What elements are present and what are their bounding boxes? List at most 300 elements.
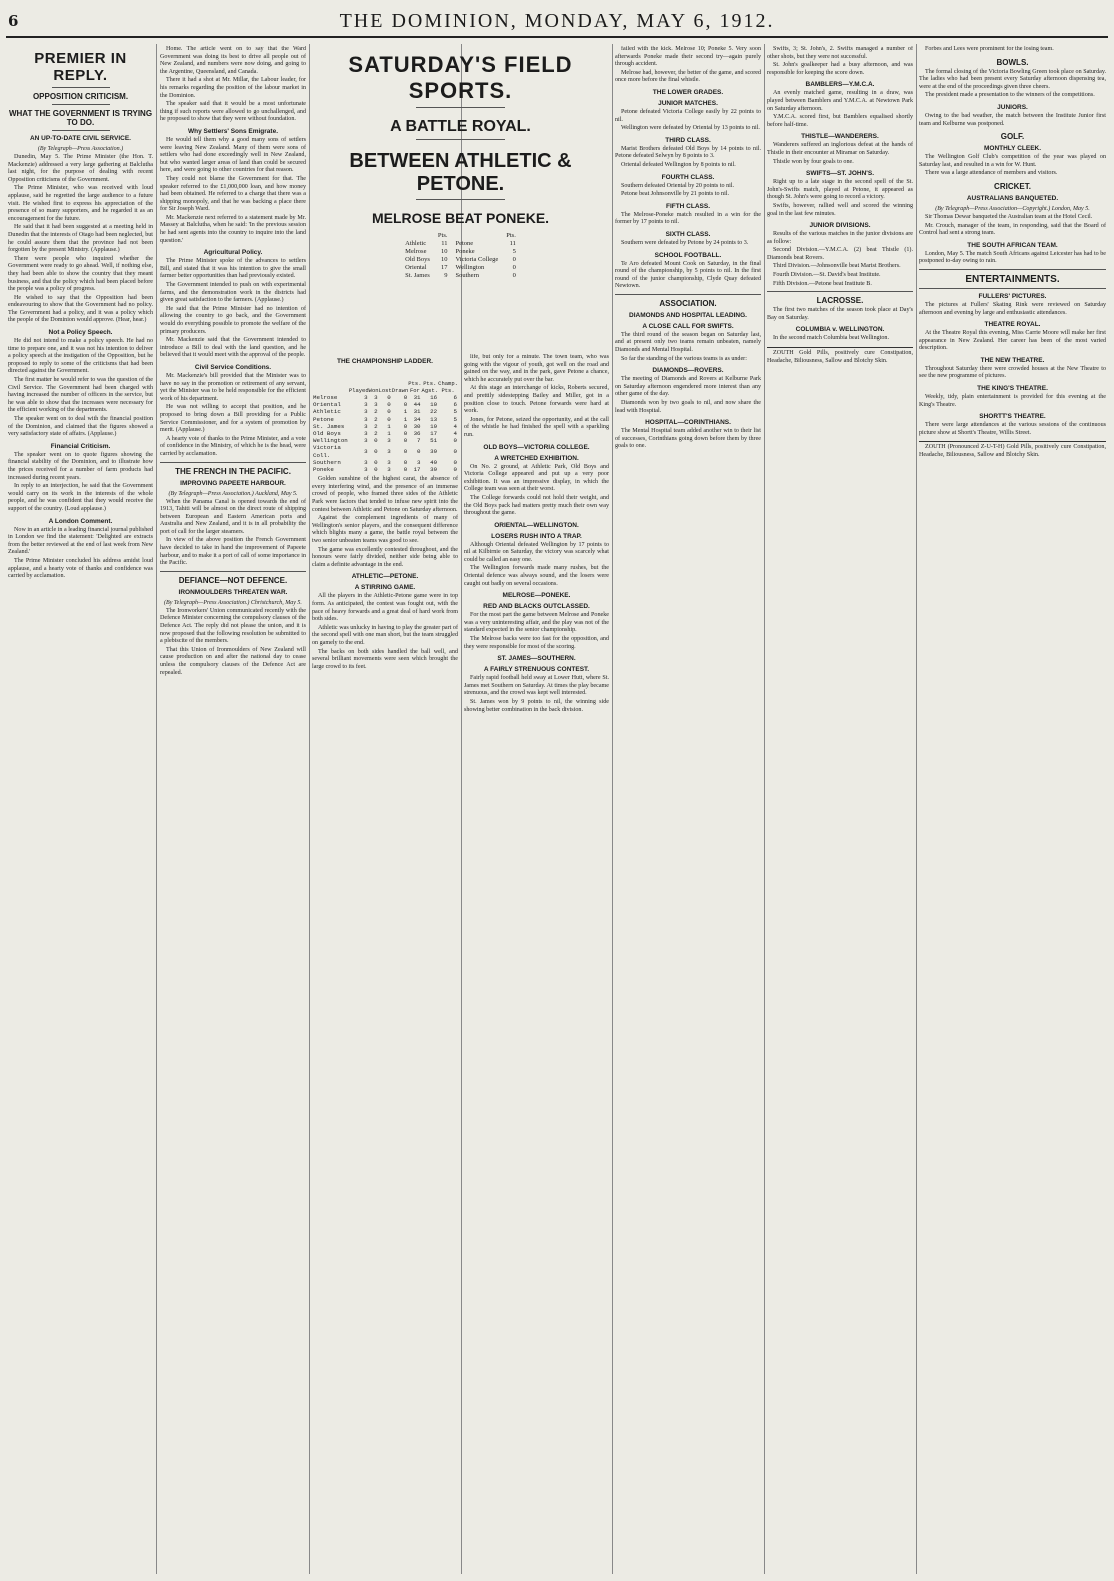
- ladder-cell: 3: [387, 458, 391, 466]
- paragraph: Now in an article in a leading financial journal published in London we find the statement: 'Delighted are extracts from the better reviewed at the end of last week from New Zealand.': [8, 526, 153, 556]
- results-row: [401, 256, 520, 264]
- paragraph: Owing to the bad weather, the match between the Institute Junior first team and Kelburne was postponed.: [919, 112, 1106, 127]
- paragraph: There it had a shot at Mr. Millar, the Labour leader, for his remarks regarding the position of the labour market in the Dominion.: [160, 77, 306, 99]
- results-header-row: [401, 232, 520, 240]
- ladder-cell: 0: [403, 437, 408, 445]
- paragraph: Petone defeated Victoria College easily by 22 points to nil.: [615, 108, 761, 123]
- section-headline: ENTERTAINMENTS.: [965, 273, 1060, 285]
- paragraph: The Government intended to push on with experimental farms, and the demonstration work in the districts had given great satisfaction to the farmers. (Applause.): [160, 282, 306, 304]
- section-subhead: LOSERS RUSH INTO A TRAP.: [491, 532, 582, 540]
- paragraph: He said that the Prime Minister had no intention of allowing the country to go back, and the Government would do everything possible to promote the welfare of the primary producers.: [160, 305, 306, 335]
- ladder-cell: 3: [364, 458, 368, 466]
- paragraph: Against the complement ingredients of many of Wellington's senior players, and the consequent difference which blights many a game, the battle royal between the two senior unbeaten teams was good to see.: [312, 515, 458, 544]
- paragraph: A hearty vote of thanks to the Prime Minister, and a vote of confidence in the Ministry, of which he is the head, were carried by acclamation.: [160, 435, 306, 457]
- section-subhead: Agricultural Policy.: [203, 249, 263, 257]
- byline: (By Telegraph—Press Association.) Auckland, May 5.: [168, 490, 298, 497]
- paragraph: Fairly rapid football held sway at Lower Hutt, where St. James met Southern on Saturday. At times the play became strenuous, and the crowd was kept well interested.: [464, 675, 609, 697]
- ladder-cell: 4: [453, 422, 457, 430]
- ladder-row: [312, 437, 458, 444]
- section-subhead: SHORTT'S THEATRE.: [979, 413, 1046, 421]
- ladder-cell: 1: [387, 430, 391, 438]
- section-headline: ATHLETIC—PETONE.: [351, 573, 419, 581]
- column-rule: [916, 44, 917, 1574]
- results-cell: St. James: [405, 272, 430, 279]
- ladder-cell: 6: [453, 401, 457, 409]
- section-subhead: MONTHLY CLEEK.: [983, 145, 1042, 153]
- section-headline: THIRD CLASS.: [665, 136, 711, 144]
- ladder-team: Wellington: [313, 437, 348, 445]
- paragraph: The Prime Minister concluded his address amidst loud applause, and a hearty vote of thanks and confidence was carried by acclamation.: [8, 557, 153, 580]
- sports-subhead: BETWEEN ATHLETIC & PETONE.: [349, 150, 572, 195]
- ladder-cell: 0: [387, 394, 391, 401]
- section-subhead: THE SOUTH AFRICAN TEAM.: [967, 241, 1058, 249]
- ladder-team: Melrose: [313, 394, 338, 401]
- results-cell: Poneke: [455, 248, 475, 255]
- ladder-cell: 1: [403, 415, 408, 423]
- advertisement: [919, 441, 1106, 459]
- paragraph: In reply to an interjection, he said that the Government would carry on its work in the interests of the whole people, and he was confident that they would receive the support of the country. (Loud applause.): [8, 483, 153, 512]
- results-cell: Southern: [455, 272, 479, 279]
- ladder-cell: 6: [453, 394, 457, 401]
- section-headline: DIAMONDS—ROVERS.: [652, 367, 724, 375]
- ladder-cell: 3: [364, 415, 368, 423]
- ladder-cell: 36: [413, 430, 421, 438]
- paragraph: failed with the kick. Melrose 10; Poneke 5. Very soon afterwards Poneke made their second try—again purely through accident.: [615, 46, 761, 68]
- paragraph: Marist Brothers defeated Old Boys by 14 points to nil. Petone defeated Selwyn by 8 points to 3.: [615, 145, 761, 160]
- sports-subhead: MELROSE BEAT PONEKE.: [371, 210, 550, 226]
- paragraph: Southern were defeated by Petone by 24 points to 3.: [621, 239, 749, 246]
- paragraph: Swifts, however, rallied well and scored the winning goal in the last few minutes.: [767, 202, 913, 217]
- ladder-cell: 0: [453, 437, 457, 445]
- byline: (By Telegraph—Press Association.) Christchurch, May 5.: [164, 599, 302, 606]
- article-subhead: IRONMOULDERS THREATEN WAR.: [178, 588, 288, 596]
- paragraph: He said that it had been suggested at a meeting held in Dunedin that the interests of Otago had been neglected, but he could assure them that the province had not been forgotten by the present Ministry. (Applause.): [8, 224, 153, 254]
- paragraph: On No. 2 ground, at Athletic Park, Old Boys and Victoria College appeared and put up a very poor exhibition. It was an impressive display, in which the College team was seen at their worst.: [464, 463, 609, 493]
- ladder-row: [312, 423, 458, 430]
- ladder-cell: 3: [364, 430, 368, 438]
- ladder-header-cell: Played: [348, 387, 369, 394]
- results-cell: 9: [444, 272, 448, 279]
- section-subhead: THEATRE ROYAL.: [984, 321, 1041, 329]
- paragraph: Forbes and Lees were prominent for the losing team.: [925, 46, 1054, 52]
- ladder-cell: 2: [374, 422, 378, 430]
- section-headline: SCHOOL FOOTBALL.: [654, 251, 722, 259]
- results-row: [401, 264, 520, 272]
- paragraph: Mr. Mackenzie next referred to a statement made by Mr. Massey at Balclutha, when he said: 'In the previous session he had sent agents into the country to inquire into the land question.': [160, 214, 306, 244]
- section-headline: THE LOWER GRADES.: [652, 88, 724, 96]
- paragraph: Melrose had, however, the better of the game, and scored once more before the final whistle.: [615, 69, 761, 84]
- ladder-cell: 0: [403, 448, 408, 456]
- paragraph: They could not blame the Government for that. The speaker referred to the £1,000,000 loan, and how money had been obtained. He referred to a charge that there was a shipping monopoly, and that he was backing a place there for Sir Joseph Ward.: [160, 175, 306, 213]
- ladder-cell: 0: [374, 437, 378, 445]
- paragraph: Wanderers suffered an inglorious defeat at the hands of Thistle in their encounter at Miramar on Saturday.: [767, 142, 913, 156]
- ladder-cell: 0: [403, 401, 408, 409]
- column-7: [919, 46, 1106, 1571]
- masthead: [6, 4, 1108, 38]
- paragraph: The first two matches of the season took place at Day's Bay on Saturday.: [767, 307, 913, 321]
- ladder-cell: 3: [364, 437, 368, 445]
- paragraph: Diamonds won by two goals to nil, and now share the lead with Hospital.: [615, 400, 761, 414]
- article-subhead: WHAT THE GOVERNMENT IS TRYING TO DO.: [8, 109, 153, 127]
- ladder-cell: 0: [403, 430, 408, 438]
- paragraph: The pictures at Fullers' Skating Rink were reviewed on Saturday afternoon and evening by large and enthusiastic attendances.: [919, 301, 1106, 316]
- paragraph: The speaker went on to quote figures showing the financial stability of the Dominion, and to illustrate how the prices received for a number of farm products had increased during recent years.: [8, 451, 153, 481]
- section-headline: SWIFTS—ST. JOHN'S.: [806, 170, 874, 178]
- ladder-cell: 1: [387, 422, 391, 430]
- newspaper-page: [6, 4, 1108, 1574]
- section-headline: GOLF.: [1000, 132, 1025, 142]
- paragraph: The speaker went on to deal with the financial position of the Dominion, and claimed that the figures showed a very satisfactory state of affairs. (Applause.): [8, 416, 153, 438]
- ladder-cell: 0: [403, 394, 408, 401]
- ladder-cell: 0: [374, 448, 378, 456]
- column-5: [615, 46, 761, 1571]
- paragraph: For the most part the game between Melrose and Poneke was a very uninteresting affair, and the play was not of the standard expected in the senior championship.: [464, 612, 609, 634]
- ladder-row: [312, 430, 458, 437]
- article-subhead: OPPOSITION CRITICISM.: [32, 92, 129, 101]
- ladder-header-cell: Won: [368, 387, 379, 394]
- paragraph: There was a large attendance of members and visitors.: [925, 170, 1058, 177]
- paragraph: The Melrose-Poneke match resulted in a win for the former by 17 points to nil.: [615, 211, 761, 226]
- section-subhead: Civil Service Conditions.: [194, 363, 272, 371]
- paragraph: The formal closing of the Victoria Bowling Green took place on Saturday. The ladies who had been present every Saturday afternoon dispensing tea, were at the end of the proceedings given three cheers.: [919, 68, 1106, 90]
- ladder-row: [312, 444, 458, 458]
- ladder-cell: 13: [430, 415, 438, 423]
- ladder-cell: 44: [413, 401, 421, 409]
- ladder-cell: 1: [403, 408, 408, 416]
- results-table: [401, 232, 520, 280]
- paragraph: Southern defeated Oriental by 20 points to nil.: [621, 182, 735, 189]
- ladder-cell: 0: [417, 448, 421, 456]
- paragraph: Fourth Division.—St. David's beat Institute.: [773, 272, 881, 279]
- paragraph: The speaker said that it would be a most unfortunate thing if such reports were allowed to go unchallenged, and he proposed to show that they were without foundation.: [160, 101, 306, 123]
- section-headline: SIXTH CLASS.: [665, 230, 711, 238]
- ad-text: ZOUTH (Pronounced Z-U-T-H) Gold Pills, positively cure Constipation, Headache, Biliousness, Sallow and Blotchy Skin.: [919, 444, 1106, 459]
- paragraph: In the second match Columbia beat Wellington.: [773, 335, 889, 342]
- results-cell: 11: [441, 240, 448, 247]
- ladder-row: [312, 408, 458, 415]
- article-headline: DEFIANCE—NOT DEFENCE.: [178, 575, 288, 585]
- ladder-cell: 2: [374, 430, 378, 438]
- ladder-cell: 31: [413, 408, 421, 416]
- paragraph: The president made a presentation to the winners of the competitions.: [925, 92, 1095, 99]
- section-subhead: RED AND BLACKS OUTCLASSED.: [483, 603, 590, 611]
- section-headline: THISTLE—WANDERERS.: [801, 133, 879, 141]
- ladder-cell: 2: [374, 415, 378, 423]
- ladder-header-cell: Drawn: [391, 387, 409, 394]
- ladder-cell: 5: [453, 415, 457, 423]
- paragraph: London, May 5. The match South Africans against Leicester has had to be postponed to-day owing to rain.: [919, 250, 1106, 265]
- results-cell: 0: [512, 272, 516, 279]
- section-subhead: Financial Criticism.: [50, 442, 111, 450]
- results-cell: 0: [512, 256, 516, 263]
- section-headline: BAMBLERS—Y.M.C.A.: [805, 81, 875, 89]
- section-subhead: THE KING'S THEATRE.: [977, 385, 1048, 393]
- section-subhead: THE NEW THEATRE.: [980, 356, 1045, 364]
- paragraph: The Prime Minister spoke of the advances to settlers Bill, and stated that it was his intention to give the small farmer better opportunities than had previously existed.: [160, 258, 306, 280]
- section-headline: ORIENTAL—WELLINGTON.: [494, 521, 579, 529]
- column-3: [312, 354, 458, 1571]
- column-6: [767, 46, 913, 1571]
- ad-text: ZOUTH Gold Pills, positively cure Constipation, Headache, Biliousness, Sallow and Blotchy Skin.: [767, 350, 913, 364]
- section-subhead: A WRETCHED EXHIBITION.: [494, 454, 579, 462]
- ladder-cell: 3: [387, 437, 391, 445]
- column-4: [464, 354, 609, 1571]
- ladder-cell: 49: [430, 458, 438, 466]
- results-row: [401, 240, 520, 248]
- paragraph: He would tell them why a good many sons of settlers were leaving New Zealand. Many of them were sons of settlers who had done exceedingly well in New Zealand, but who wanted larger areas of land than could be secured here, and were going to other countries for that reason.: [160, 136, 306, 174]
- paragraph: He wished to say that the Opposition had been endeavouring to show that the Government had no policy. The Government had a policy, and it was a policy which the people of the Dominion would approve. (Hear, hear.): [8, 294, 153, 324]
- paragraph: Mr. Mackenzie said that the Government intended to introduce a Bill to deal with the land question, and he believed that it would meet with the approval of the people.: [160, 337, 306, 359]
- results-cell: Athletic: [405, 240, 427, 247]
- section-subhead: FULLERS' PICTURES.: [978, 292, 1047, 300]
- ladder-cell: 3: [364, 401, 368, 409]
- paragraph: Right up to a late stage in the second spell of the St. John's-Swifts match, played at Petone, it appeared as though St. John's were going to record a victory.: [767, 179, 913, 201]
- ladder-cell: 2: [374, 408, 378, 416]
- ladder-cell: 0: [453, 458, 457, 466]
- ladder-cell: 34: [413, 415, 421, 423]
- ladder-cell: 3: [374, 394, 378, 401]
- ladder-cell: 3: [417, 458, 421, 466]
- article-headline: THE FRENCH IN THE PACIFIC.: [175, 466, 291, 476]
- paragraph: Results of the various matches in the junior divisions are as follow:: [767, 231, 913, 245]
- section-subhead: A London Comment.: [48, 517, 113, 525]
- paragraph: The Wellington forwards made many rushes, but the Oriental defence was always sound, and the losers were caught out badly on several occasions.: [464, 565, 609, 587]
- article-subhead: AN UP-TO-DATE CIVIL SERVICE.: [29, 135, 131, 142]
- paragraph: Swifts, 3; St. John's, 2. Swifts managed a number of other shots, but they were not successful.: [767, 46, 913, 60]
- paragraph: Sir Thomas Dewar banqueted the Australian team at the Hotel Cecil.: [925, 213, 1093, 220]
- section-subhead: A STIRRING GAME.: [354, 584, 416, 592]
- ladder-row: [312, 394, 458, 401]
- ladder-cell: 0: [403, 458, 408, 466]
- section-headline: FOURTH CLASS.: [661, 173, 715, 181]
- ladder-cell: 7: [417, 437, 421, 445]
- section-subhead: A FAIRLY STRENUOUS CONTEST.: [483, 666, 590, 674]
- ladder-cell: 19: [430, 422, 438, 430]
- paragraph: The third round of the season began on Saturday last, and at present only two teams remain unbeaten, namely Diamonds and Mental Hospital.: [615, 331, 761, 354]
- ladder-cell: 3: [387, 448, 391, 456]
- ladder-cell: 0: [374, 458, 378, 466]
- paragraph: Jones, for Petone, seized the opportunity, and at the call of the whistle he had finished the spell with a sparkling run.: [464, 416, 609, 438]
- section-headline: CRICKET.: [994, 181, 1031, 191]
- section-headline: LACROSSE.: [816, 296, 864, 306]
- results-cell: Old Boys: [405, 256, 430, 263]
- section-headline: JUNIOR DIVISIONS.: [809, 222, 871, 230]
- ladder-cell: 0: [453, 466, 457, 474]
- results-cell: Wellington: [455, 264, 485, 271]
- paragraph: Dunedin, May 5. The Prime Minister (the Hon. T. Mackenzie) addressed a very large gathering at Balclutha last night, for the purpose of dealing with recent Opposition criticisms of the Government.: [8, 154, 153, 183]
- article-headline: PREMIER IN REPLY.: [34, 50, 127, 84]
- ladder-cell: 3: [364, 394, 368, 401]
- paragraph: Fifth Division.—Petone beat Institute B.: [773, 280, 872, 287]
- section-subhead: Not a Policy Speech.: [48, 329, 113, 337]
- ladder-team: Victoria Coll.: [313, 444, 341, 459]
- ladder-team: St. James: [313, 422, 345, 430]
- paragraph: Mr. Crouch, manager of the team, in responding, said that the Board of Control had sent a strong team.: [919, 222, 1106, 237]
- ladder-cell: 3: [364, 408, 368, 416]
- paragraph: Weekly, tidy, plain entertainment is provided for this evening at the King's Theatre.: [919, 394, 1106, 408]
- sports-headline: SATURDAY'S FIELD SPORTS.: [348, 52, 573, 103]
- results-cell: Petone: [455, 240, 474, 247]
- ladder-cell: 30: [413, 422, 421, 430]
- ladder-cell: 0: [387, 408, 391, 416]
- paragraph: The game was excellently contested throughout, and the honours were fairly divided, neither side being able to claim a definite advantage in the end.: [312, 546, 458, 568]
- paragraph: There were large attendances at the various sessions of the continuous picture show at Shortt's Theatre, Willis Street.: [919, 422, 1106, 436]
- ladder-cell: 31: [413, 394, 421, 401]
- paragraph: He was not willing to accept that position, and he proposed to bring down a Bill providing for a Public Service Commissioner, and for a system of promotion by merit. (Applause.): [160, 404, 306, 434]
- results-row: [401, 272, 520, 280]
- paragraph: Second Division.—Y.M.C.A. (2) beat Thistle (1). Diamonds beat Rovers.: [767, 247, 913, 261]
- results-header-cell: [401, 232, 434, 240]
- ladder-header-cell: Lost: [378, 387, 392, 394]
- advertisement: [767, 347, 913, 365]
- ladder-cell: 22: [430, 408, 438, 416]
- ladder-team: Petone: [313, 415, 334, 423]
- paragraph: An evenly matched game, resulting in a draw, was played between Bamblers and Y.M.C.A. at Newtown Park on Saturday afternoon.: [767, 90, 913, 112]
- paragraph: Te Aro defeated Mount Cook on Saturday, in the final round of the championship, by 5 points to nil. In the first round of the junior championship, Clyde Quay defeated Newtown.: [615, 260, 761, 290]
- paragraph: Oriental defeated Wellington by 8 points to nil.: [621, 161, 736, 168]
- paragraph: The first matter he would refer to was the question of the Civil Service. The Government had been charged with having increased the number of officers in the service, but he was able to show that the increases were necessary for the efficient working of the departments.: [8, 377, 153, 414]
- paragraph: Athletic was unlucky in having to play the greater part of the second spell with one man short, but the team struggled on gamely to the end.: [312, 624, 458, 646]
- column-1: [8, 46, 153, 1571]
- paragraph: Although Oriental defeated Wellington by 17 points to nil at Kilbirnie on Saturday, the victory was scarcely what could be called an easy one.: [464, 541, 609, 563]
- ladder-cell: 16: [430, 394, 438, 401]
- paragraph: The Mental Hospital team added another win to their list of successes, Corinthians going down before them by three goals to one.: [615, 428, 761, 450]
- paragraph: Wellington were defeated by Oriental by 13 points to nil.: [621, 125, 760, 132]
- column-2: [160, 46, 306, 1571]
- paragraph: The Wellington Golf Club's competition of the year was played on Saturday last, and resulted in a win for W. Hunt.: [919, 154, 1106, 168]
- ladder-header-cell: Pts. Agst.: [421, 380, 439, 394]
- results-cell: 11: [509, 240, 516, 247]
- paragraph: Golden sunshine of the highest carat, the absence of every interfering wind, and the presence of an immense crowd of people, who framed three sides of the Athletic Park were factors that tended to infuse new spirit into the contest between Athletic and Petone on Saturday afternoon.: [312, 476, 458, 513]
- section-headline: BOWLS.: [996, 57, 1029, 67]
- ladder-row: [312, 416, 458, 423]
- ladder-cell: 0: [374, 466, 378, 474]
- paragraph: That this Union of Ironmoulders of New Zealand will cause production on and after the national day to cease unless the compulsory clauses of the Defence Act are repealed.: [160, 646, 306, 676]
- ladder-cell: 0: [403, 422, 408, 430]
- page-number: 6: [8, 12, 19, 30]
- paragraph: St. John's goalkeeper had a busy afternoon, and was responsible for keeping the score down.: [767, 62, 913, 76]
- paragraph: The meeting of Diamonds and Rovers at Kelburne Park on Saturday afternoon engendered more interest than any other game of the day.: [615, 376, 761, 398]
- ladder-team: Southern: [313, 458, 341, 466]
- ladder-team: Oriental: [313, 401, 341, 409]
- ladder-cell: 39: [430, 466, 438, 474]
- results-cell: 5: [512, 248, 516, 255]
- ladder-cell: 0: [403, 466, 408, 474]
- column-rule: [764, 44, 765, 1574]
- paragraph: Mr. Mackenzie's bill provided that the Minister was to have no say in the promotion or retirement of any servant, yet the Minister was to be held responsible for the efficient work of his department.: [160, 372, 306, 402]
- paragraph: Throughout Saturday there were crowded houses at the New Theatre to see the new programme of pictures.: [919, 365, 1106, 380]
- ladder-team: Old Boys: [313, 430, 341, 438]
- ladder-cell: 3: [374, 401, 378, 409]
- section-headline: MELROSE—PONEKE.: [502, 592, 571, 600]
- newspaper-title: THE DOMINION, MONDAY, MAY 6, 1912.: [339, 10, 775, 32]
- byline: (By Telegraph—Press Association.): [37, 146, 124, 152]
- section-subhead: COLUMBIA v. WELLINGTON.: [795, 326, 885, 334]
- paragraph: The backs on both sides handled the ball well, and several brilliant movements were seen which brought the large crowd to its feet.: [312, 648, 458, 670]
- results-header-cell: Pts.: [437, 232, 448, 239]
- section-subhead: A CLOSE CALL FOR SWIFTS.: [642, 322, 734, 330]
- results-header-cell: Pts.: [506, 232, 516, 239]
- section-headline: FIFTH CLASS.: [665, 202, 711, 210]
- ladder-header-cell: Pts. For: [408, 380, 422, 394]
- ladder-cell: 3: [364, 466, 368, 474]
- column-rule: [309, 44, 310, 1574]
- paragraph: The College forwards could not hold their weight, and the Old Boys pack had matters pretty much their own way throughout the game.: [464, 494, 609, 517]
- paragraph: Third Division.—Johnsonville beat Marist Brothers.: [773, 263, 901, 270]
- ladder-cell: 51: [430, 437, 438, 445]
- section-headline: JUNIORS.: [997, 103, 1028, 111]
- paragraph: At the Theatre Royal this evening, Miss Carrie Moore will make her first appearance in New Zealand. Her career has been of the most varied description.: [919, 330, 1106, 352]
- column-rule: [612, 44, 613, 1574]
- column-rule: [156, 44, 157, 1574]
- ladder-cell: 39: [430, 448, 438, 456]
- paragraph: The Ironworkers' Union communicated recently with the Defence Minister concerning the compulsory clauses of the Defence Act. The reply did not please the union, and it is now proposed that the following resolution be submitted to a plebiscite of the members.: [160, 607, 306, 645]
- section-subhead: AUSTRALIANS BANQUETED.: [966, 194, 1059, 202]
- results-cell: 10: [441, 248, 448, 255]
- section-headline: ST. JAMES—SOUTHERN.: [497, 655, 576, 663]
- paragraph: In view of the above position the French Government have decided to take in hand the improvement of Papeete harbour, and to make it a port of call of some importance in the Pacific.: [160, 537, 306, 567]
- results-row: [401, 248, 520, 256]
- byline: (By Telegraph—Press Association—Copyright.) London, May 5.: [935, 205, 1090, 212]
- ladder-cell: 17: [430, 430, 438, 438]
- paragraph: There were people who inquired whether the Government were ready to go ahead. Well, if nothing else, they had been able to show the country that they meant business, and that the policy which had been placed before the people was a policy of progress.: [8, 255, 153, 293]
- sports-banner: [312, 46, 609, 346]
- ladder-team: Poneke: [313, 466, 334, 474]
- paragraph: All the players in the Athletic-Petone game were in top form. As anticipated, the contest was fought out, with the pace of heavy forwards and a great deal of hard work from both sides.: [312, 593, 458, 623]
- paragraph: Petone beat Johnsonville by 21 points to nil.: [621, 191, 729, 198]
- ladder-cell: 0: [453, 448, 457, 456]
- ladder-row: [312, 459, 458, 466]
- ladder-team: Athletic: [313, 408, 341, 416]
- paragraph: He did not intend to make a policy speech. He had no time to prepare one, and it was not his intention to deliver a policy speech at the instigation of the Opposition, but he proposed to reply to some of the criticisms that had been directed against the Government.: [8, 338, 153, 375]
- paragraph: So far the standing of the various teams is as under:: [621, 355, 747, 362]
- section-headline: HOSPITAL—CORINTHIANS.: [645, 419, 731, 427]
- ladder-cell: 3: [364, 422, 368, 430]
- results-cell: 0: [512, 264, 516, 271]
- results-cell: 17: [441, 264, 448, 271]
- ladder-cell: 3: [364, 448, 368, 456]
- ladder-cell: 0: [387, 401, 391, 409]
- ladder-row: [312, 466, 458, 473]
- ladder-row: [312, 401, 458, 408]
- ladder-cell: 10: [430, 401, 438, 409]
- paragraph: Thistle won by four goals to one.: [773, 158, 854, 165]
- ladder-cell: 17: [413, 466, 421, 474]
- paragraph: The Melrose backs were too fast for the opposition, and they were responsible for most of the scoring.: [464, 636, 609, 650]
- section-subhead: DIAMONDS AND HOSPITAL LEADING.: [629, 311, 747, 319]
- results-cell: Oriental: [405, 264, 427, 271]
- article-subhead: IMPROVING PAPEETE HARBOUR.: [180, 479, 286, 487]
- section-headline: ASSOCIATION.: [659, 298, 717, 308]
- paragraph: Home. The article went on to say that the Ward Government was doing its best to drive all people out of New Zealand, and numbers were now doing, and going to the Argentine, Queensland, and Canada.: [160, 46, 306, 75]
- results-cell: Melrose: [405, 248, 427, 255]
- ladder-header-cell: Champ. Pts.: [438, 380, 458, 394]
- sports-subhead: A BATTLE ROYAL.: [390, 118, 531, 135]
- ladder-title: THE CHAMPIONSHIP LADDER.: [337, 358, 433, 365]
- ladder-cell: 3: [387, 466, 391, 474]
- section-headline: OLD BOYS—VICTORIA COLLEGE.: [483, 443, 590, 451]
- paragraph: life, but only for a minute. The town team, who was going with the vigour of youth, got well on the road and gained on the way, and in the park, gave Petone a chance, which he accurately put over the bar.: [464, 354, 609, 383]
- paragraph: When the Panama Canal is opened towards the end of 1913, Tahiti will be almost on the direct route of shipping between European and Eastern American ports and Australia and New Zealand, and it is in all probability the port of call for the larger steamers.: [160, 498, 306, 535]
- ladder-cell: 5: [453, 408, 457, 416]
- section-subhead: JUNIOR MATCHES.: [658, 99, 718, 107]
- results-cell: Victoria College: [455, 256, 499, 263]
- results-header-cell: [452, 232, 503, 240]
- championship-ladder: [312, 368, 458, 473]
- results-cell: 10: [441, 256, 448, 263]
- paragraph: At this stage an interchange of kicks, Roberts secured, and prettily sidestepping Bailey and Miller, got in a position close to touch. Petone forwards were hard at work.: [464, 385, 609, 415]
- ladder-cell: 0: [387, 415, 391, 423]
